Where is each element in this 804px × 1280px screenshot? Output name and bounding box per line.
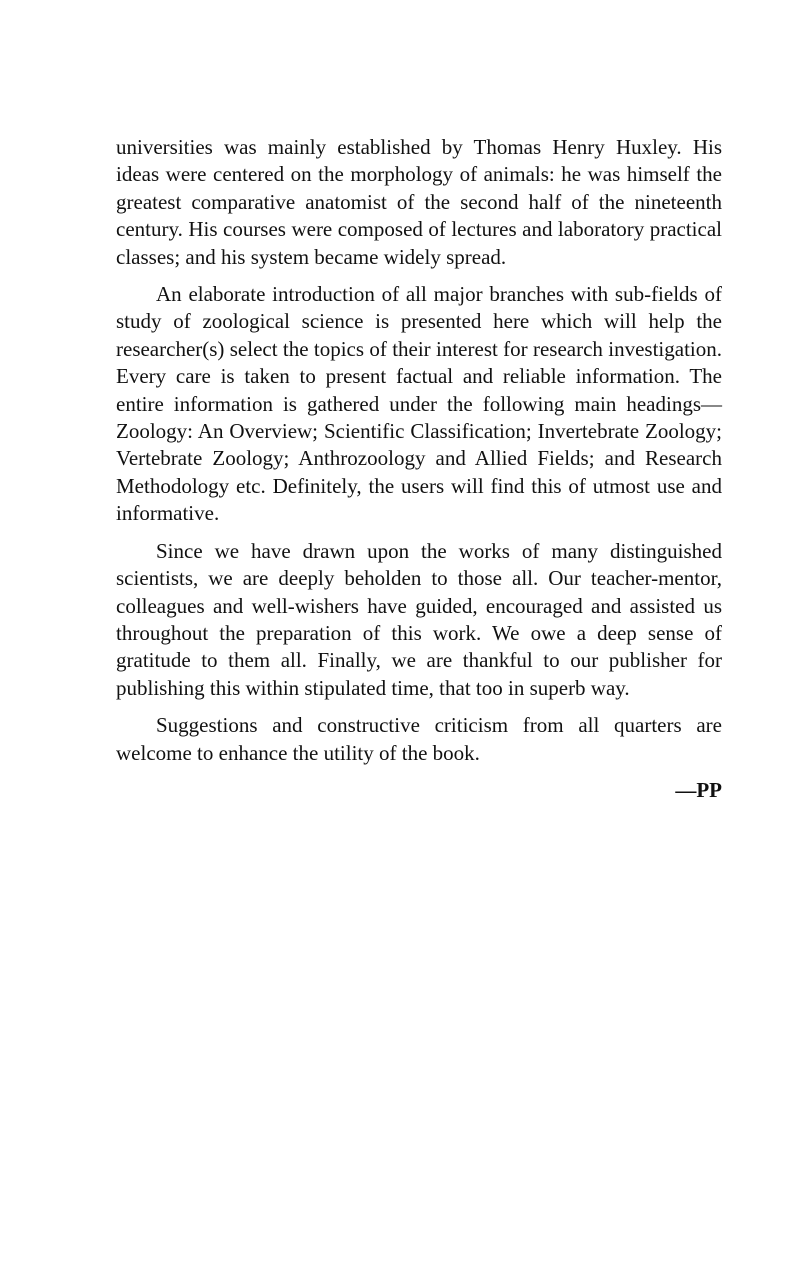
signature: —PP [675,777,722,802]
paragraph-huxley: universities was mainly established by Thomas Henry Huxley. His ideas were centered on the morphology of animals: he was himself the greatest comparative anatomist of the second half of the nineteenth century. His courses were composed of lectures and laboratory practical classes; and his system became widely spread. [116,135,722,269]
paragraph-introduction: An elaborate introduction of all major branches with sub-fields of study of zoological science is presented here which will help the researcher(s) select the topics of their interest for research investigation. Every care is taken to present factual and reliable information. The entire information is gathered under the following main headings—Zoology: An Overview; Scientific Classification; Invertebrate Zoology; Vertebrate Zoology; Anthrozoology and Allied Fields; and Research Methodology etc. Definitely, the users will find this of utmost use and informative. [116,282,722,526]
paragraph-acknowledgements: Since we have drawn upon the works of many distinguished scientists, we are deeply beholden to those all. Our teacher-mentor, colleagues and well-wishers have guided, encouraged and assisted us throughout the preparation of this work. We owe a deep sense of gratitude to them all. Finally, we are thankful to our publisher for publishing this within stipulated time, that too in superb way. [116,538,722,700]
document-page [116,134,722,804]
paragraph-suggestions: Suggestions and constructive criticism from all quarters are welcome to enhance the utility of the book. [116,713,722,765]
